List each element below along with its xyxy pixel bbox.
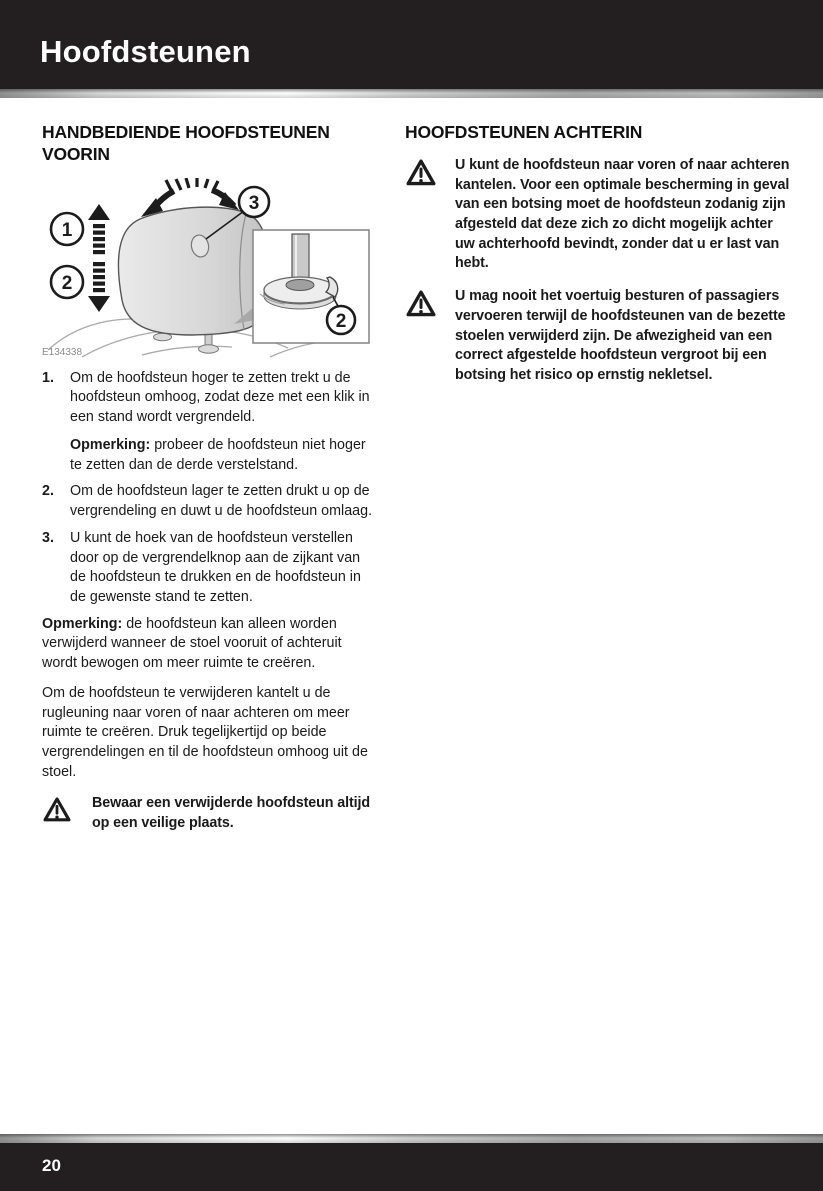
section-heading-rear: HOOFDSTEUNEN ACHTERIN <box>405 122 643 142</box>
warning-text: Bewaar een verwijderde hoofdsteun altijd op een veilige plaats. <box>92 795 371 832</box>
warning-block <box>405 287 792 386</box>
list-item-number: 3. <box>42 529 54 546</box>
lower-arrow-icon <box>88 262 110 312</box>
list-item <box>42 369 374 476</box>
list-item-text: Om de hoofdsteun hoger te zetten trekt u de hoofdsteun omhoog, zodat deze met een klik in een stand wordt vergrendeld. <box>70 369 370 426</box>
list-item-note: Opmerking: probeer de hoofdsteun niet hoger te zetten dan de derde verstelstand. <box>70 436 366 473</box>
list-item-number: 2. <box>42 483 54 500</box>
note-paragraph: Opmerking: de hoofdsteun kan alleen worden verwijderd wanneer de stoel vooruit of achteruit wordt bewogen om meer ruimte te creëren. <box>42 615 342 672</box>
svg-text:3: 3 <box>248 192 260 214</box>
warning-icon <box>405 156 438 274</box>
callout-2-badge <box>51 266 83 298</box>
footer-divider <box>0 1134 823 1143</box>
footer-bar <box>0 1143 823 1191</box>
right-column <box>405 122 792 399</box>
left-column <box>42 122 374 847</box>
warning-block <box>405 156 792 274</box>
list-item-text: Om de hoofdsteun lager te zetten drukt u op de vergrendeling en duwt u de hoofdsteun omlaag. <box>70 483 373 520</box>
page-title: Hoofdsteunen <box>40 34 251 69</box>
removal-paragraph: Om de hoofdsteun te verwijderen kantelt u de rugleuning naar voren of naar achteren om meer ruimte te creëren. Druk tegelijkertijd op beide vergrendelingen en til de hoofdsteun omhoog uit de stoel. <box>42 684 368 780</box>
page-number: 20 <box>42 1156 61 1175</box>
warning-text: U kunt de hoofdsteun naar voren of naar achteren kantelen. Voor een optimale bescherming in geval van een botsing moet de hoofdsteun zodanig zijn afgesteld dat deze zich zo dicht mogelijk achter uw achterhoofd bevindt, zonder dat u er last van hebt. <box>455 156 790 272</box>
headrest-figure <box>42 178 372 359</box>
section-heading-front: HANDBEDIENDE HOOFDSTEUNEN VOORIN <box>42 122 330 164</box>
callout-1-badge <box>51 213 83 245</box>
raise-arrow-icon <box>88 204 110 254</box>
instruction-list <box>42 369 374 608</box>
warning-icon <box>42 794 75 833</box>
list-item-number: 1. <box>42 369 54 386</box>
list-item <box>42 482 374 521</box>
header-bar <box>0 0 823 89</box>
headrest-illustration <box>42 178 372 359</box>
svg-text:2: 2 <box>61 272 73 294</box>
list-item-text: U kunt de hoek van de hoofdsteun verstellen door op de vergrendelknop aan de zijkant van de hoofdsteun te drukken en de hoofdsteun in de gewenste stand te zetten. <box>70 529 361 605</box>
warning-block <box>42 794 374 833</box>
figure-code: E134338 <box>42 346 83 358</box>
header-divider <box>0 89 823 98</box>
warning-text: U mag nooit het voertuig besturen of passagiers vervoeren terwijl de hoofdsteunen van de bezette stoelen verwijderd zijn. De afwezigheid van een correct afgestelde hoofdsteun vergroot bij een botsing het risico op ernstig nekletsel. <box>455 288 786 384</box>
warning-icon <box>405 287 438 386</box>
inset-detail-box <box>253 230 369 343</box>
svg-text:2: 2 <box>335 310 347 332</box>
svg-text:1: 1 <box>61 219 73 241</box>
list-item <box>42 529 374 608</box>
